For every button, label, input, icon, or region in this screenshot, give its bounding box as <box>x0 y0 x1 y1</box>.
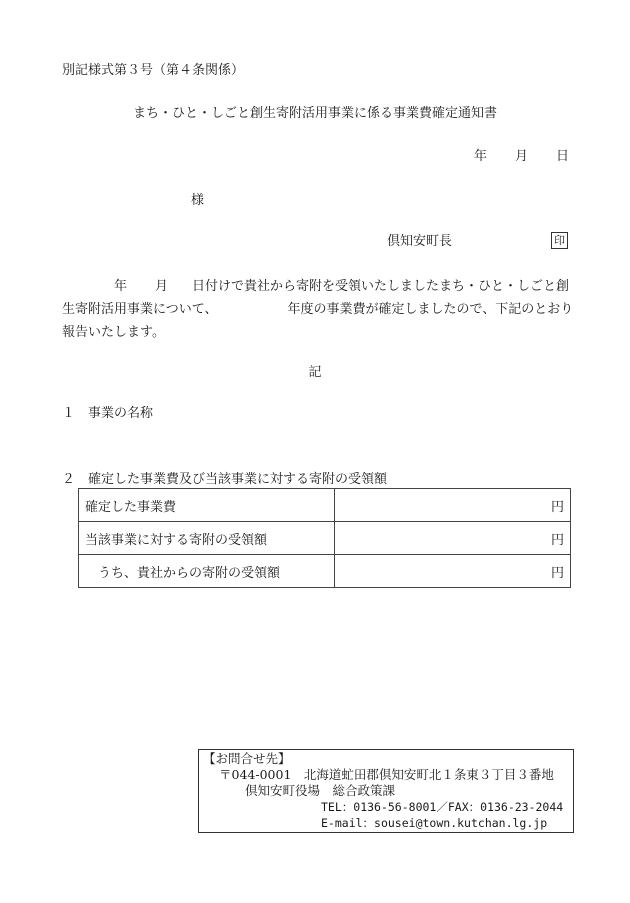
section-1-heading: １ 事業の名称 <box>62 406 154 421</box>
body-paragraph <box>62 275 572 344</box>
contact-heading: 【お問合せ先】 <box>203 751 291 766</box>
body-line-1-text: 日付けで貴社から寄附を受領いたしましたまち・ひと・しごと創 <box>192 279 570 294</box>
date-year: 年 <box>474 149 488 164</box>
table-row <box>79 555 571 588</box>
body-line-2 <box>62 298 572 321</box>
date-line <box>474 150 569 163</box>
row-label: うち、貴社からの寄附の受領額 <box>79 555 335 588</box>
addressee-suffix: 様 <box>191 193 205 208</box>
row-unit: 円 <box>335 522 571 555</box>
body-line-1 <box>62 275 572 298</box>
body-line-3: 報告いたします。 <box>62 325 165 340</box>
body-line-2-text: 年度の事業費が確定しましたので、下記のとおり <box>287 302 574 317</box>
row-unit: 円 <box>335 555 571 588</box>
table-row <box>79 522 571 555</box>
contact-box <box>198 749 574 833</box>
contact-office: 倶知安町役場 総合政策課 <box>245 783 396 798</box>
contact-tel-fax: TEL：0136-56-8001／FAX：0136-23-2044 <box>321 800 564 814</box>
ki-heading: 記 <box>308 365 322 380</box>
row-label: 当該事業に対する寄附の受領額 <box>79 522 335 555</box>
row-unit: 円 <box>335 489 571 522</box>
amount-table <box>78 488 571 588</box>
date-month: 月 <box>515 149 529 164</box>
section-2-heading: ２ 確定した事業費及び当該事業に対する寄附の受領額 <box>62 472 388 487</box>
contact-email[interactable]: E-mail：sousei@town.kutchan.lg.jp <box>321 816 548 830</box>
body-year: 年 <box>114 279 128 294</box>
table-row <box>79 489 571 522</box>
issuer-name: 倶知安町長 <box>387 234 453 249</box>
document-title: まち・ひと・しごと創生寄附活用事業に係る事業費確定通知書 <box>132 106 497 121</box>
row-label: 確定した事業費 <box>79 489 335 522</box>
seal-mark: 印 <box>551 232 568 249</box>
body-line-2-start: 生寄附活用事業について、 <box>62 302 218 317</box>
form-number: 別記様式第３号（第４条関係） <box>62 63 245 78</box>
contact-address: 〒044-0001 北海道虻田郡倶知安町北１条東３丁目３番地 <box>219 767 554 782</box>
date-day: 日 <box>556 149 570 164</box>
body-month: 月 <box>155 279 169 294</box>
